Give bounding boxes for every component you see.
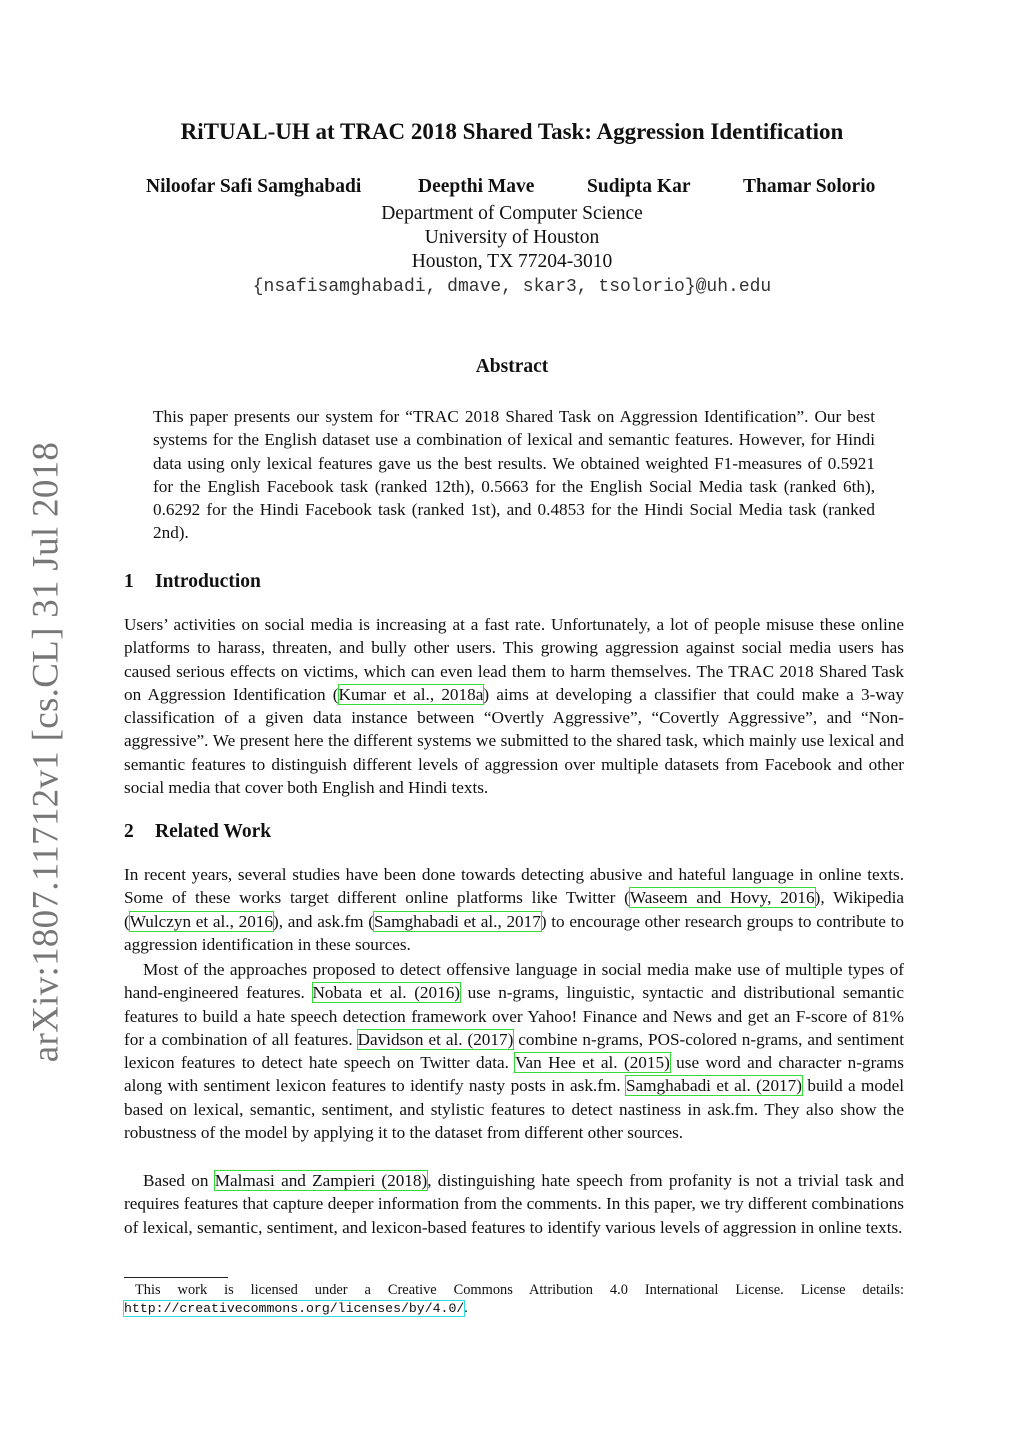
citation-link[interactable]: Davidson et al. (2017) xyxy=(357,1029,514,1049)
citation-link[interactable]: Samghabadi et al. (2017) xyxy=(625,1076,802,1096)
citation-link[interactable]: Wulczyn et al., 2016 xyxy=(129,911,273,931)
text-run: This work is licensed under a Creative Commons Attribution 4.0 International License. License details: xyxy=(135,1282,904,1298)
author-name: Deepthi Mave xyxy=(418,176,535,197)
text-run: Users’ activities on social media is increasing at a fast rate. Unfortunately, a lot of people misuse these online platforms to harass, threaten, and bully other users. This growing aggression against social media users has caused serious effects on victims, which can even lead them to harm themselves. The TRAC 2018 Shared Task on Aggression Identification ( xyxy=(124,615,904,704)
paper-title: RiTUAL-UH at TRAC 2018 Shared Task: Aggression Identification xyxy=(180,119,844,144)
text-run: ) aims at developing a classifier that could make a 3-way classification of a given data instance between “Overtly Aggressive”, “Covertly Aggressive”, and “Non-aggressive”. We present here the different systems we submitted to the shared task, which mainly use lexical and semantic features to distinguish different levels of aggression over multiple datasets from Facebook and other social media that cover both English and Hindi texts. xyxy=(124,684,904,798)
license-footnote xyxy=(124,1281,904,1318)
text-run: combine n-grams, POS-colored n-grams, and sentiment lexicon features to detect hate speech on Twitter data. xyxy=(124,1029,904,1073)
citation-link[interactable]: Nobata et al. (2016) xyxy=(312,983,461,1003)
text-run: ) to encourage other research groups to contribute to aggression identification in these sources. xyxy=(124,911,904,954)
license-url-link[interactable]: http://creativecommons.org/licenses/by/4.0/ xyxy=(124,1301,465,1316)
section-number: 2 xyxy=(124,821,134,842)
related-work-paragraph-2 xyxy=(124,958,904,1144)
related-work-paragraph-3 xyxy=(124,1169,904,1239)
citation-link[interactable]: Samghabadi et al., 2017 xyxy=(373,911,541,931)
arxiv-stamp: arXiv:1807.11712v1 [cs.CL] 31 Jul 2018 xyxy=(25,441,67,1063)
section-heading-introduction xyxy=(124,571,261,593)
author-name: Niloofar Safi Samghabadi xyxy=(146,176,362,197)
related-work-paragraph-1 xyxy=(124,863,904,956)
text-run: Most of the approaches proposed to detect offensive language in social media make use of multiple types of hand-engineered features. xyxy=(124,960,904,1003)
affiliation-email: {nsafisamghabadi, dmave, skar3, tsolorio}@uh.edu xyxy=(252,277,772,297)
abstract-text: This paper presents our system for “TRAC 2018 Shared Task on Aggression Identification”. Our best systems for the English dataset use a combination of lexical and semantic features. However, for Hindi data using only lexical features gave us the best results. We obtained weighted F1-measures of 0.5921 for the English Facebook task (ranked 12th), 0.5663 for the English Social Media task (ranked 6th), 0.6292 for the Hindi Facebook task (ranked 1st), and 0.4853 for the Hindi Social Media task (ranked 2nd). xyxy=(153,407,875,543)
citation-link[interactable]: Van Hee et al. (2015) xyxy=(514,1053,670,1073)
footnote-divider xyxy=(124,1277,228,1278)
text-run: ), Wikipedia ( xyxy=(124,888,904,931)
author-name: Sudipta Kar xyxy=(587,176,691,197)
citation-link[interactable]: Kumar et al., 2018a xyxy=(338,684,484,704)
introduction-paragraph xyxy=(124,613,904,799)
section-number: 1 xyxy=(124,571,134,592)
section-title: Introduction xyxy=(155,571,261,592)
text-run: ), and ask.fm ( xyxy=(272,911,374,931)
abstract-heading: Abstract xyxy=(475,356,549,377)
text-run: use n-grams, linguistic, syntactic and distributional semantic features to build a hate speech detection framework over Yahoo! Finance and News and get an F-score of 81% for a combination of all features. xyxy=(124,983,904,1049)
text-run: use word and character n-grams along with sentiment lexicon features to identify nasty posts in ask.fm. xyxy=(124,1053,904,1096)
affiliation-department: Department of Computer Science xyxy=(381,203,643,224)
text-run: build a model based on lexical, semantic, sentiment, and stylistic features to detect nastiness in ask.fm. They also show the robustness of the model by applying it to the dataset from different other sources. xyxy=(124,1076,904,1143)
text-run: Based on xyxy=(143,1171,215,1190)
section-title: Related Work xyxy=(155,821,272,842)
text-run: . xyxy=(464,1300,468,1316)
section-heading-related-work xyxy=(124,821,271,843)
text-run: , distinguishing hate speech from profanity is not a trivial task and requires features that capture deeper information from the comments. In this paper, we try different combinations of lexical, semantic, sentiment, and lexicon-based features to identify various levels of aggression in online texts. xyxy=(124,1171,904,1237)
text-run: In recent years, several studies have been done towards detecting abusive and hateful language in online texts. Some of these works target different online platforms like Twitter ( xyxy=(124,865,904,908)
affiliation-university: University of Houston xyxy=(424,227,600,248)
author-name: Thamar Solorio xyxy=(743,176,876,197)
citation-link[interactable]: Malmasi and Zampieri (2018) xyxy=(214,1171,428,1190)
affiliation-address: Houston, TX 77204-3010 xyxy=(411,251,613,272)
citation-link[interactable]: Waseem and Hovy, 2016 xyxy=(629,888,815,908)
author-list xyxy=(0,176,1024,202)
